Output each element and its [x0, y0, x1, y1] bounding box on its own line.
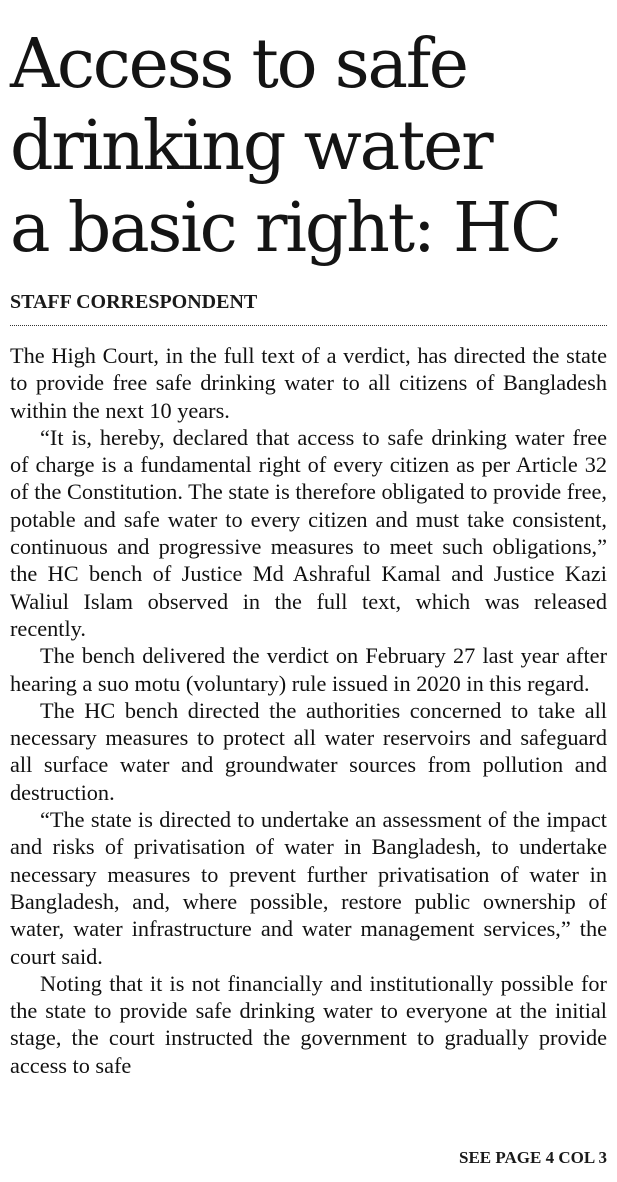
- headline-line-3: a basic right: HC: [10, 189, 560, 268]
- paragraph-1: The High Court, in the full text of a verdict, has directed the state to provide free safe drinking water to all citizens of Bangladesh within the next 10 years.: [10, 343, 607, 423]
- dotted-divider: [10, 325, 607, 326]
- paragraph-2: “It is, hereby, declared that access to safe drinking water free of charge is a fundamental right of every citizen as per Article 32 of the Constitution. The state is therefore obligated to provide free, potable and safe water to every citizen and must take consistent, continuous and progressive measures to meet such obligations,” the HC bench of Justice Md Ashraful Kamal and Justice Kazi Waliul Islam observed in the full text, which was released recently.: [10, 424, 607, 641]
- continuation-note: SEE PAGE 4 COL 3: [459, 1148, 607, 1167]
- paragraph-6: Noting that it is not financially and institutionally possible for the state to provide safe drinking water to everyone at the initial stage, the court instructed the government to gradually provide access to safe: [10, 970, 607, 1078]
- article-body: [10, 342, 607, 1079]
- headline-line-2: drinking water: [10, 107, 492, 186]
- headline-line-1: Access to safe: [10, 25, 467, 104]
- paragraph-4: The HC bench directed the authorities concerned to take all necessary measures to protect all water reservoirs and safeguard all surface water and groundwater sources from pollution and destruction.: [10, 697, 607, 805]
- headline: [10, 24, 610, 270]
- paragraph-3: The bench delivered the verdict on February 27 last year after hearing a suo motu (voluntary) rule issued in 2020 in this regard.: [10, 643, 607, 696]
- byline: STAFF CORRESPONDENT: [10, 291, 258, 313]
- paragraph-5: “The state is directed to undertake an assessment of the impact and risks of privatisation of water in Bangladesh, to undertake necessary measures to prevent further privatisation of water in Bangladesh, and, where possible, restore public ownership of water, water infrastructure and water management services,” the court said.: [10, 807, 607, 969]
